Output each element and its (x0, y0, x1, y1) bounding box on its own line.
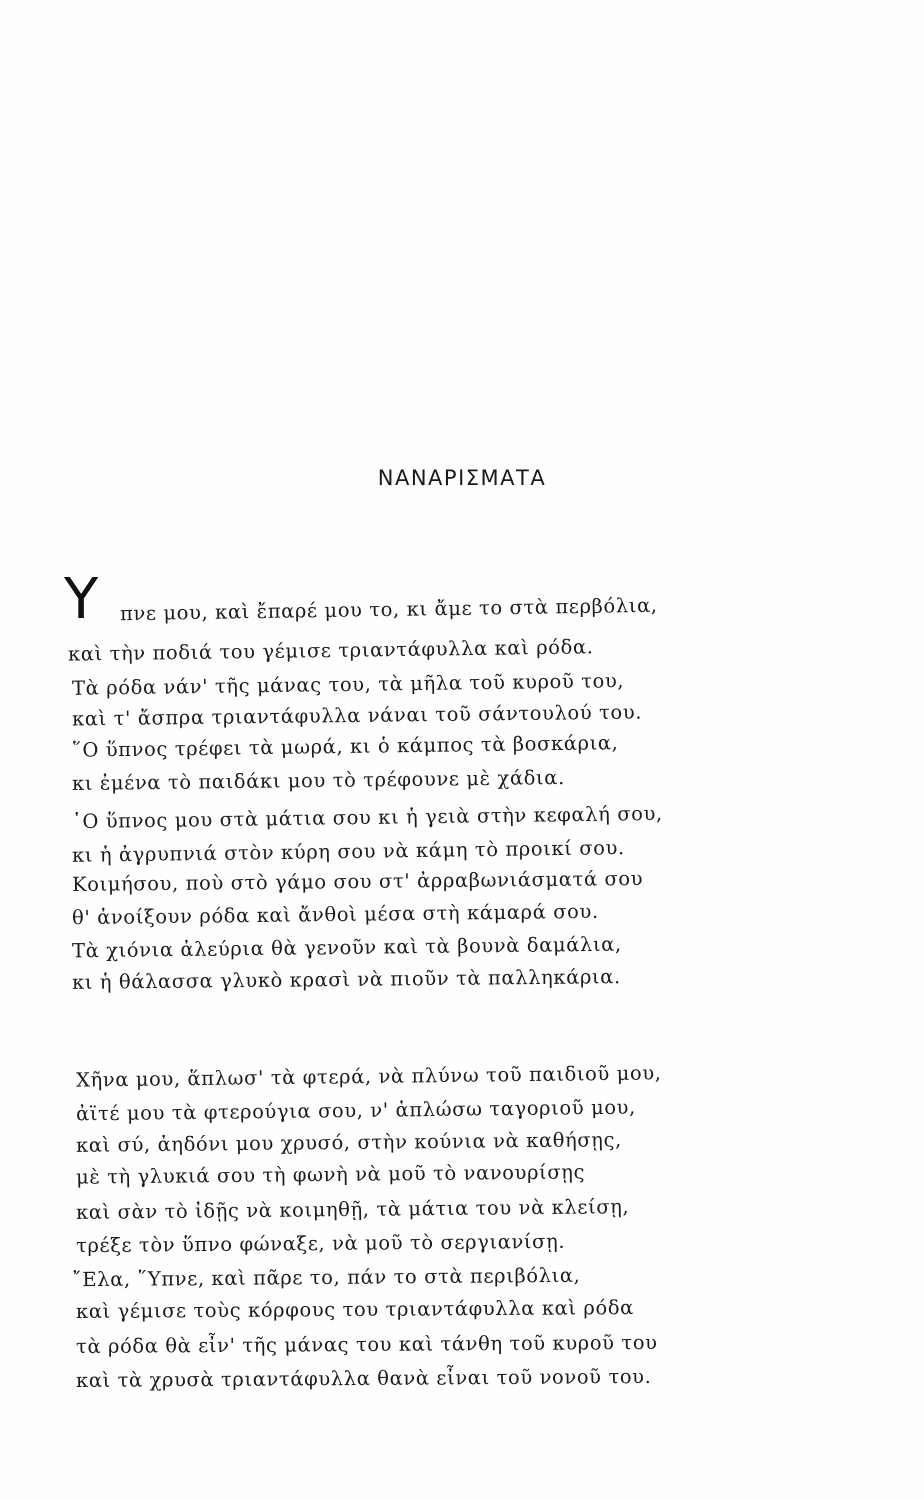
page-title: ΝΑΝΑΡΙΣΜΑΤΑ (377, 466, 547, 490)
poem-line: ἀϊτέ μου τὰ φτερούγια σου, ν' ἁπλώσω ταγοριοῦ μου, (75, 1095, 637, 1126)
poem-line: καὶ σὰν τὸ ἰδῇς νὰ κοιμηθῇ, τὰ μάτια του νὰ κλείσῃ, (75, 1195, 630, 1224)
poem-line: καὶ σύ, ἀηδόνι μου χρυσό, στὴν κούνια νὰ καθήσῃς, (75, 1128, 622, 1157)
poem-line: καὶ τ' ἄσπρα τριαντάφυλλα νάναι τοῦ σάντουλού του. (71, 700, 643, 731)
poem-line: κι ἡ ἀγρυπνιά στὸν κύρη σου νὰ κάμη τὸ προικί σου. (71, 836, 625, 867)
poem-line: θ' ἀνοίξουν ρόδα καὶ ἄνθοὶ μέσα στὴ κάμαρά σου. (71, 899, 599, 930)
poem-line: κι ἐμένα τὸ παιδάκι μου τὸ τρέφουνε μὲ χάδια. (71, 765, 565, 796)
poem-line: καὶ γέμισε τοὺς κόρφους του τριαντάφυλλα καὶ ρόδα (75, 1296, 634, 1323)
drop-cap-initial: Υ (64, 567, 99, 632)
poem-line: τὰ ρόδα θὰ εἶν' τῆς μάνας του καὶ τάνθη τοῦ κυροῦ του (75, 1330, 658, 1359)
poem-line: καὶ τὴν ποδιά του γέμισε τριαντάφυλλα καὶ ρόδα. (67, 635, 594, 666)
poem-line: τρέξε τὸν ὕπνο φώναξε, νὰ μοῦ τὸ σεργιανίσῃ. (75, 1229, 566, 1258)
poem-line: ῞Ο ὕπνος τρέφει τὰ μωρά, κι ὁ κάμπος τὰ βοσκάρια, (71, 731, 619, 762)
poem-line: Κοιμήσου, ποὺ στὸ γάμο σου στ' ἀρραβωνιάσματά σου (71, 867, 644, 896)
poem-line: Χῆνα μου, ἅπλωσ' τὰ φτερά, νὰ πλύνω τοῦ παιδιοῦ μου, (75, 1061, 662, 1092)
poem-line: Τὰ χιόνια ἀλεύρια θὰ γενοῦν καὶ τὰ βουνὰ δαμάλια, (71, 932, 622, 963)
poem-line: Τὰ ρόδα νάν' τῆς μάνας του, τὰ μῆλα τοῦ κυροῦ του, (71, 669, 625, 700)
poem-line: καὶ τὰ χρυσὰ τριαντάφυλλα θανὰ εἶναι τοῦ νονοῦ του. (75, 1364, 652, 1393)
poem-line: ῎Ελα, ῞Υπνε, καὶ πᾶρε το, πάν το στὰ περιβόλια, (71, 1263, 581, 1292)
poem-line: κι ἡ θάλασσα γλυκὸ κρασὶ νὰ πιοῦν τὰ παλληκάρια. (71, 965, 621, 994)
poem-line: πνε μου, καὶ ἔπαρέ μου το, κι ἄμε το στὰ περβόλια, (119, 593, 658, 626)
poem-line: μὲ τὴ γλυκιά σου τὴ φωνὴ νὰ μοῦ τὸ νανουρίσῃς (75, 1160, 586, 1189)
poem-line: ῾Ο ὕπνος μου στὰ μάτια σου κι ἡ γειὰ στὴν κεφαλή σου, (71, 801, 663, 834)
